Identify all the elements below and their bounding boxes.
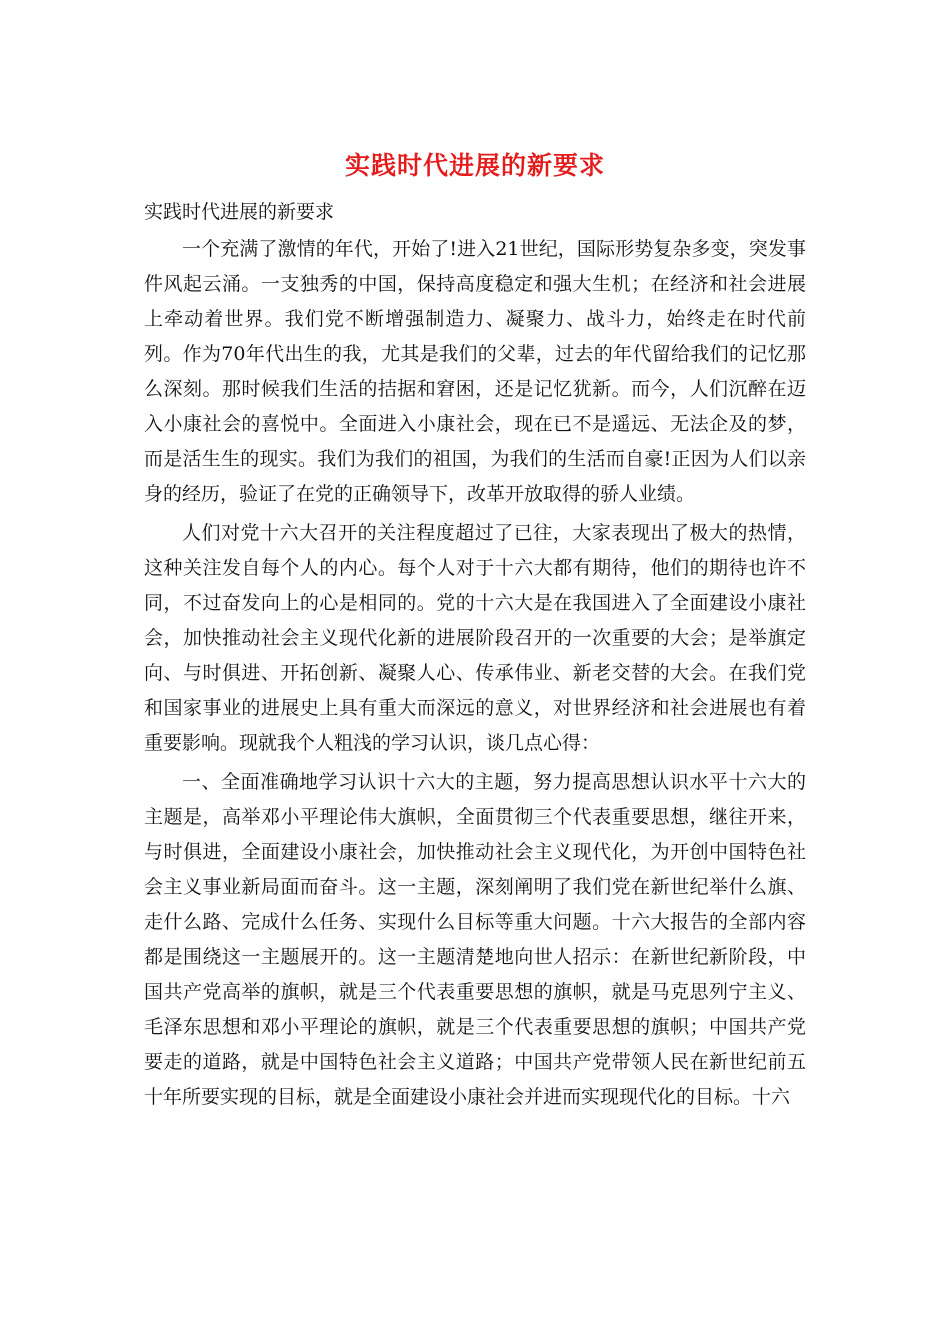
document-body (144, 232, 806, 1119)
document-title: 实践时代进展的新要求 (344, 151, 605, 180)
paragraph-1: 一个充满了激情的年代，开始了!进入21世纪，国际形势复杂多变，突发事件风起云涌。一支独秀的中国，保持高度稳定和强大生机；在经济和社会进展上牵动着世界。我们党不断增强制造力、凝聚力、战斗力，始终走在时代前列。作为70年代出生的我，尤其是我们的父辈，过去的年代留给我们的记忆那么深刻。那时候我们生活的拮据和窘困，还是记忆犹新。而今，人们沉醉在迈入小康社会的喜悦中。全面进入小康社会，现在已不是遥远、无法企及的梦，而是活生生的现实。我们为我们的祖国，为我们的生活而自豪!正因为人们以亲身的经历，验证了在党的正确领导下，改革开放取得的骄人业绩。 (144, 238, 806, 505)
paragraph-2: 人们对党十六大召开的关注程度超过了已往，大家表现出了极大的热情，这种关注发自每个人的内心。每个人对于十六大都有期待，他们的期待也许不同，不过奋发向上的心是相同的。党的十六大是在我国进入了全面建设小康社会，加快推动社会主义现代化新的进展阶段召开的一次重要的大会；是举旗定向、与时俱进、开拓创新、凝聚人心、传承伟业、新老交替的大会。在我们党和国家事业的进展史上具有重大而深远的意义，对世界经济和社会进展也有着重要影响。现就我个人粗浅的学习认识，谈几点心得： (144, 522, 806, 754)
paragraph-3: 一、全面准确地学习认识十六大的主题，努力提高思想认识水平十六大的主题是，高举邓小平理论伟大旗帜，全面贯彻三个代表重要思想，继往开来，与时俱进，全面建设小康社会，加快推动社会主义现代化，为开创中国特色社会主义事业新局面而奋斗。这一主题，深刻阐明了我们党在新世纪举什么旗、走什么路、完成什么任务、实现什么目标等重大问题。十六大报告的全部内容都是围绕这一主题展开的。这一主题清楚地向世人招示：在新世纪新阶段，中国共产党高举的旗帜，就是三个代表重要思想的旗帜，就是马克思列宁主义、毛泽东思想和邓小平理论的旗帜，就是三个代表重要思想的旗帜；中国共产党要走的道路，就是中国特色社会主义道路；中国共产党带领人民在新世纪前五十年所要实现的目标，就是全面建设小康社会并进而实现现代化的目标。十六 (144, 771, 806, 1108)
document-subtitle: 实践时代进展的新要求 (144, 201, 335, 223)
